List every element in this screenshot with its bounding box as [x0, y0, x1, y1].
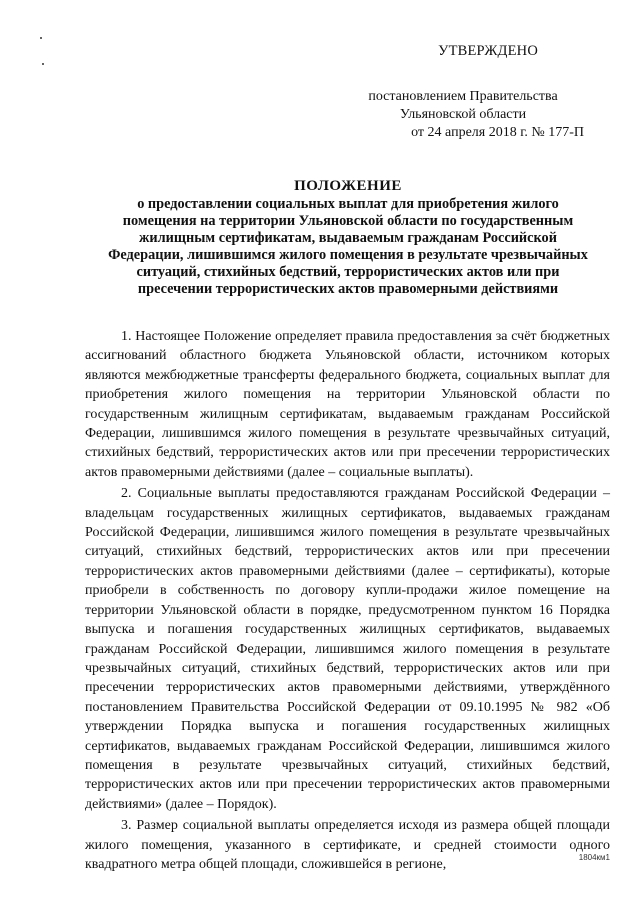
document-title: ПОЛОЖЕНИЕ [294, 178, 402, 194]
approval-line-resolution: постановлением Правительства [368, 89, 558, 104]
heading-line: Федерации, лишившимся жилого помещения в результате чрезвычайных [108, 247, 588, 263]
approved-title: УТВЕРЖДЕНО [438, 43, 538, 59]
heading-line: о предоставлении социальных выплат для приобретения жилого [137, 196, 559, 212]
document-body [85, 327, 610, 876]
paragraph-1: 1. Настоящее Положение определяет правила предоставления за счёт бюджетных ассигнований областного бюджета Ульяновской области, источником которых являются межбюджетные трансферты федерального бюджета, социальных выплат для приобретения жилого помещения на территории Ульяновской области по государственным жилищным сертификатам, выдаваемым гражданам Российской Федерации, лишившимся жилого помещения в результате чрезвычайных ситуаций, стихийных бедствий, террористических актов или при пресечении террористических актов правомерными действиями (далее – социальные выплаты). [85, 329, 610, 480]
paragraph-3: 3. Размер социальной выплаты определяется исходя из размера общей площади жилого помещения, указанного в сертификате, и средней стоимости одного квадратного метра общей площади, сложившейся в регионе, [85, 818, 610, 872]
approval-details [338, 88, 588, 142]
approval-block [338, 42, 588, 142]
document-heading [78, 178, 618, 298]
scan-speck [40, 37, 42, 39]
approval-line-date: от 24 апреля 2018 г. № 177-П [411, 125, 584, 140]
heading-line: ситуаций, стихийных бедствий, террористических актов или при [136, 264, 560, 280]
heading-line: жилищным сертификатам, выдаваемым гражданам Российской [139, 230, 557, 246]
heading-line: помещения на территории Ульяновской области по государственным [122, 213, 574, 229]
heading-line: пресечении террористических актов правомерными действиями [137, 281, 559, 297]
document-code: 1804км1 [578, 853, 610, 862]
approval-line-region: Ульяновской области [399, 107, 527, 122]
scan-speck [42, 63, 44, 65]
paragraph-2: 2. Социальные выплаты предоставляются гражданам Российской Федерации – владельцам государственных жилищных сертификатов, выдаваемых гражданам Российской Федерации, лишившимся жилого помещения в результате чрезвычайных ситуаций, стихийных бедствий, террористических актов или при пресечении террористических актов правомерными действиями (далее – сертификаты), которые приобрели в собственность по договору купли-продажи жилое помещение на территории Ульяновской области в порядке, предусмотренном пунктом 16 Порядка выпуска и погашения государственных жилищных сертификатов, выдаваемых гражданам Российской Федерации, лишившимся жилого помещения в результате чрезвычайных ситуаций, стихийных бедствий, террористических актов или при пресечении террористических актов правомерными действиями, утверждённого постановлением Правительства Российской Федерации от 09.10.1995 № 982 «Об утверждении Порядка выпуска и погашения государственных жилищных сертификатов, выдаваемых гражданам Российской Федерации, лишившимся жилого помещения в результате чрезвычайных ситуаций, стихийных бедствий, террористических актов или при пресечении террористических актов правомерными действиями» (далее – Порядок). [85, 486, 610, 812]
